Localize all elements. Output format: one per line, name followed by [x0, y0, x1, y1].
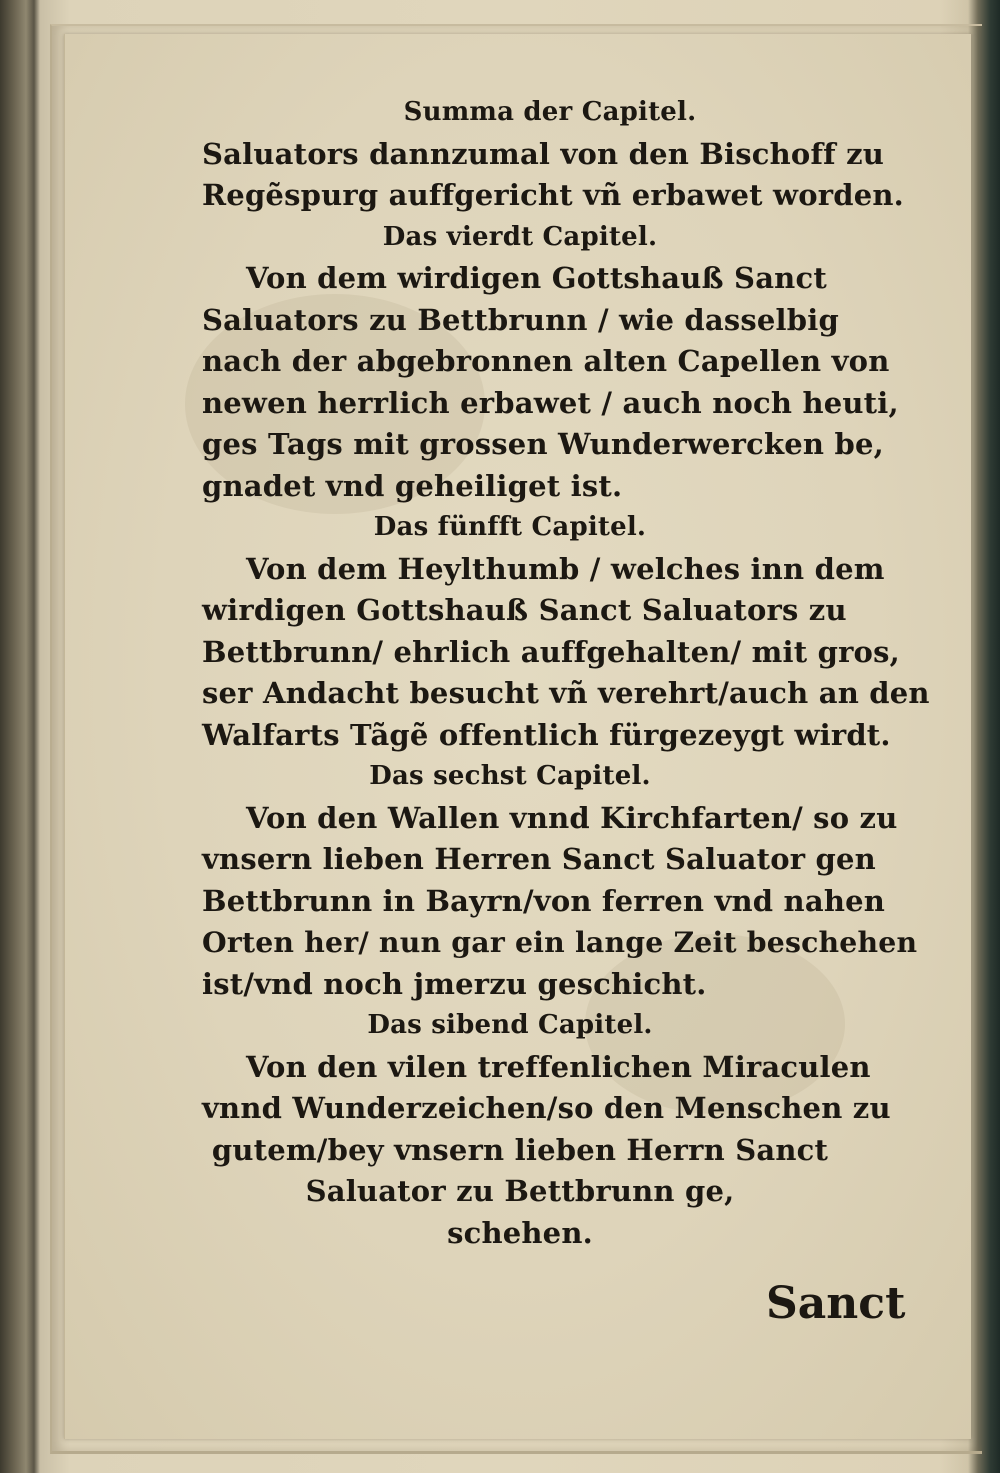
page-text: [190, 92, 930, 1254]
text-line: Saluator zu Bettbrunn ge,: [305, 1174, 735, 1208]
text-line: ges Tags mit grossen Wunderwercken be,: [202, 427, 884, 461]
text-line: schehen.: [447, 1215, 593, 1250]
text-line: Saluators zu Bettbrunn / wie dasselbig: [202, 302, 839, 337]
text-line: Bettbrunn in Bayrn/von ferren vnd nahen: [202, 883, 886, 918]
running-head: Summa der Capitel.: [403, 97, 697, 127]
text-line: Orten her/ nun gar ein lange Zeit beschehen: [202, 925, 918, 959]
chapter-heading: Das sechst Capitel.: [369, 761, 651, 791]
text-line: newen herrlich erbawet / auch noch heuti,: [202, 385, 899, 420]
text-line: Regẽspurg auffgericht vñ erbawet worden.: [202, 178, 904, 212]
text-line: vnnd Wunderzeichen/so den Menschen zu: [202, 1091, 891, 1125]
text-line: ist/vnd noch jmerzu geschicht.: [202, 966, 707, 1001]
text-line: nach der abgebronnen alten Capellen von: [202, 344, 890, 378]
text-line: Von dem Heylthumb / welches inn dem: [246, 551, 885, 586]
text-line: gnadet vnd geheiliget ist.: [202, 468, 623, 503]
text-line: Walfarts Tãgẽ offentlich fürgezeygt wirdt.: [202, 717, 891, 752]
text-line: vnsern lieben Herren Sanct Saluator gen: [202, 842, 876, 876]
catchword: Sanct: [766, 1278, 906, 1329]
text-line: Von den Wallen vnnd Kirchfarten/ so zu: [246, 800, 898, 835]
chapter-heading: Das fünfft Capitel.: [373, 512, 647, 542]
text-line: wirdigen Gottshauß Sanct Saluators zu: [202, 593, 847, 627]
text-line: ser Andacht besucht vñ verehrt/auch an den: [202, 676, 930, 710]
text-line: Von dem wirdigen Gottshauß Sanct: [246, 261, 827, 295]
text-line: gutem/bey vnsern lieben Herrn Sanct: [211, 1132, 829, 1167]
chapter-heading: Das sibend Capitel.: [367, 1010, 653, 1040]
text-line: Bettbrunn/ ehrlich auffgehalten/ mit gros,: [202, 634, 900, 669]
text-line: Saluators dannzumal von den Bischoff zu: [202, 136, 885, 171]
chapter-heading: Das vierdt Capitel.: [382, 221, 658, 252]
text-line: Von den vilen treffenlichen Miraculen: [246, 1049, 871, 1084]
